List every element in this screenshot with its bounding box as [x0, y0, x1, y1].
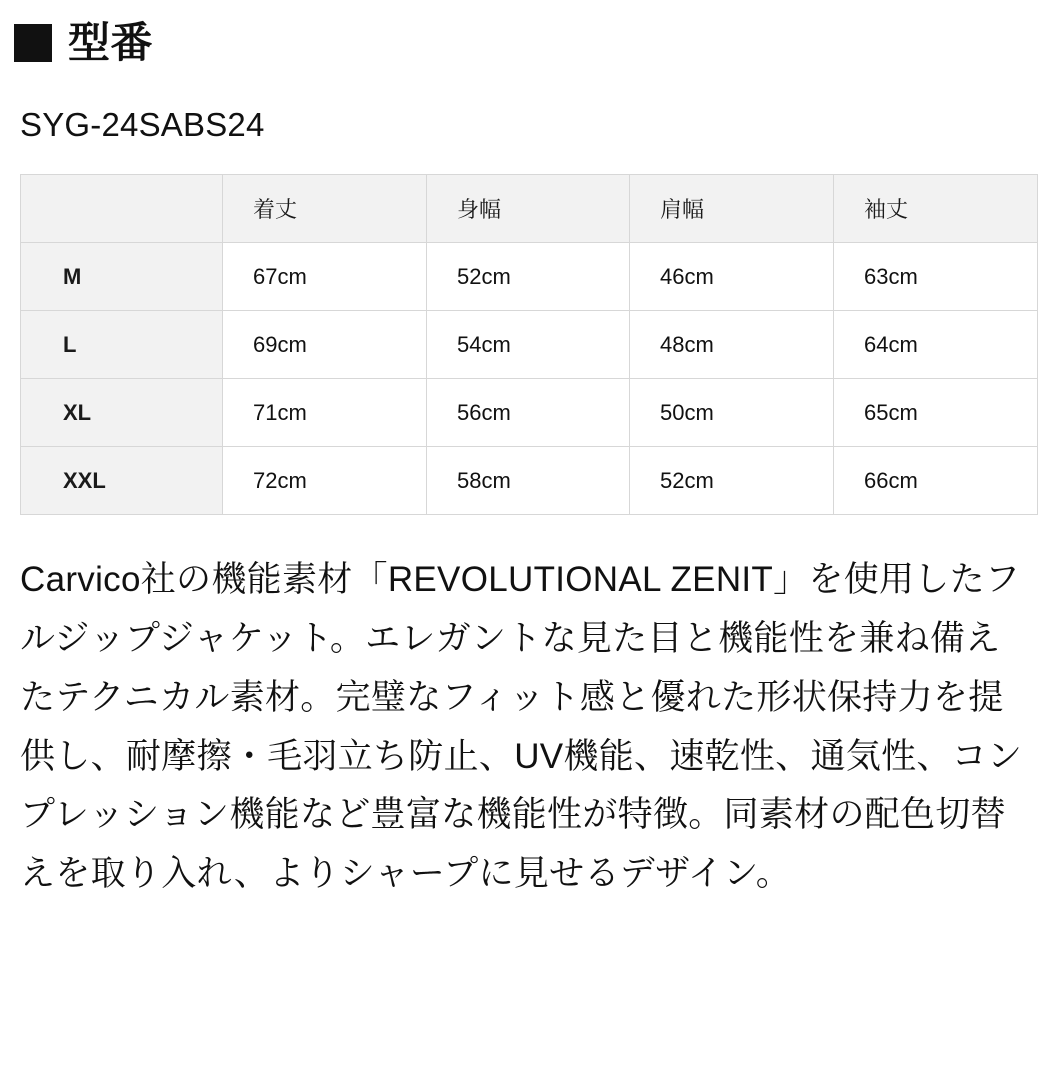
cell-length: 69cm: [223, 311, 427, 379]
column-header-size: [21, 175, 223, 243]
column-header-sleeve: 袖丈: [834, 175, 1038, 243]
black-square-bullet-icon: [14, 24, 52, 62]
product-description: Carvico社の機能素材「REVOLUTIONAL ZENIT」を使用したフルジップジャケット。エレガントな見た目と機能性を兼ね備えたテクニカル素材。完璧なフィット感と優れた形状保持力を提供し、耐摩擦・毛羽立ち防止、UV機能、速乾性、通気性、コンプレッション機能など豊富な機能性が特徴。同素材の配色切替えを取り入れ、よりシャープに見せるデザイン。: [20, 560, 1023, 894]
column-header-shoulder: 肩幅: [630, 175, 834, 243]
table-header-row: [21, 175, 1038, 243]
size-table-head: [21, 175, 1038, 243]
cell-sleeve: 66cm: [834, 447, 1038, 515]
cell-width: 58cm: [427, 447, 630, 515]
cell-shoulder: 48cm: [630, 311, 834, 379]
row-header-size: M: [21, 243, 223, 311]
column-header-length: 着丈: [223, 175, 427, 243]
cell-length: 71cm: [223, 379, 427, 447]
cell-width: 56cm: [427, 379, 630, 447]
table-row: [21, 447, 1038, 515]
row-header-size: L: [21, 311, 223, 379]
cell-sleeve: 65cm: [834, 379, 1038, 447]
cell-width: 52cm: [427, 243, 630, 311]
cell-shoulder: 46cm: [630, 243, 834, 311]
size-table-body: [21, 243, 1038, 515]
section-heading: [14, 20, 1031, 66]
row-header-size: XL: [21, 379, 223, 447]
page-title: 型番: [68, 19, 154, 66]
cell-width: 54cm: [427, 311, 630, 379]
row-header-size: XXL: [21, 447, 223, 515]
size-table: [20, 174, 1038, 515]
table-row: [21, 243, 1038, 311]
model-number: SYG-24SABS24: [20, 106, 265, 144]
cell-length: 67cm: [223, 243, 427, 311]
table-row: [21, 379, 1038, 447]
column-header-width: 身幅: [427, 175, 630, 243]
cell-length: 72cm: [223, 447, 427, 515]
table-row: [21, 311, 1038, 379]
cell-sleeve: 64cm: [834, 311, 1038, 379]
cell-shoulder: 50cm: [630, 379, 834, 447]
cell-shoulder: 52cm: [630, 447, 834, 515]
cell-sleeve: 63cm: [834, 243, 1038, 311]
